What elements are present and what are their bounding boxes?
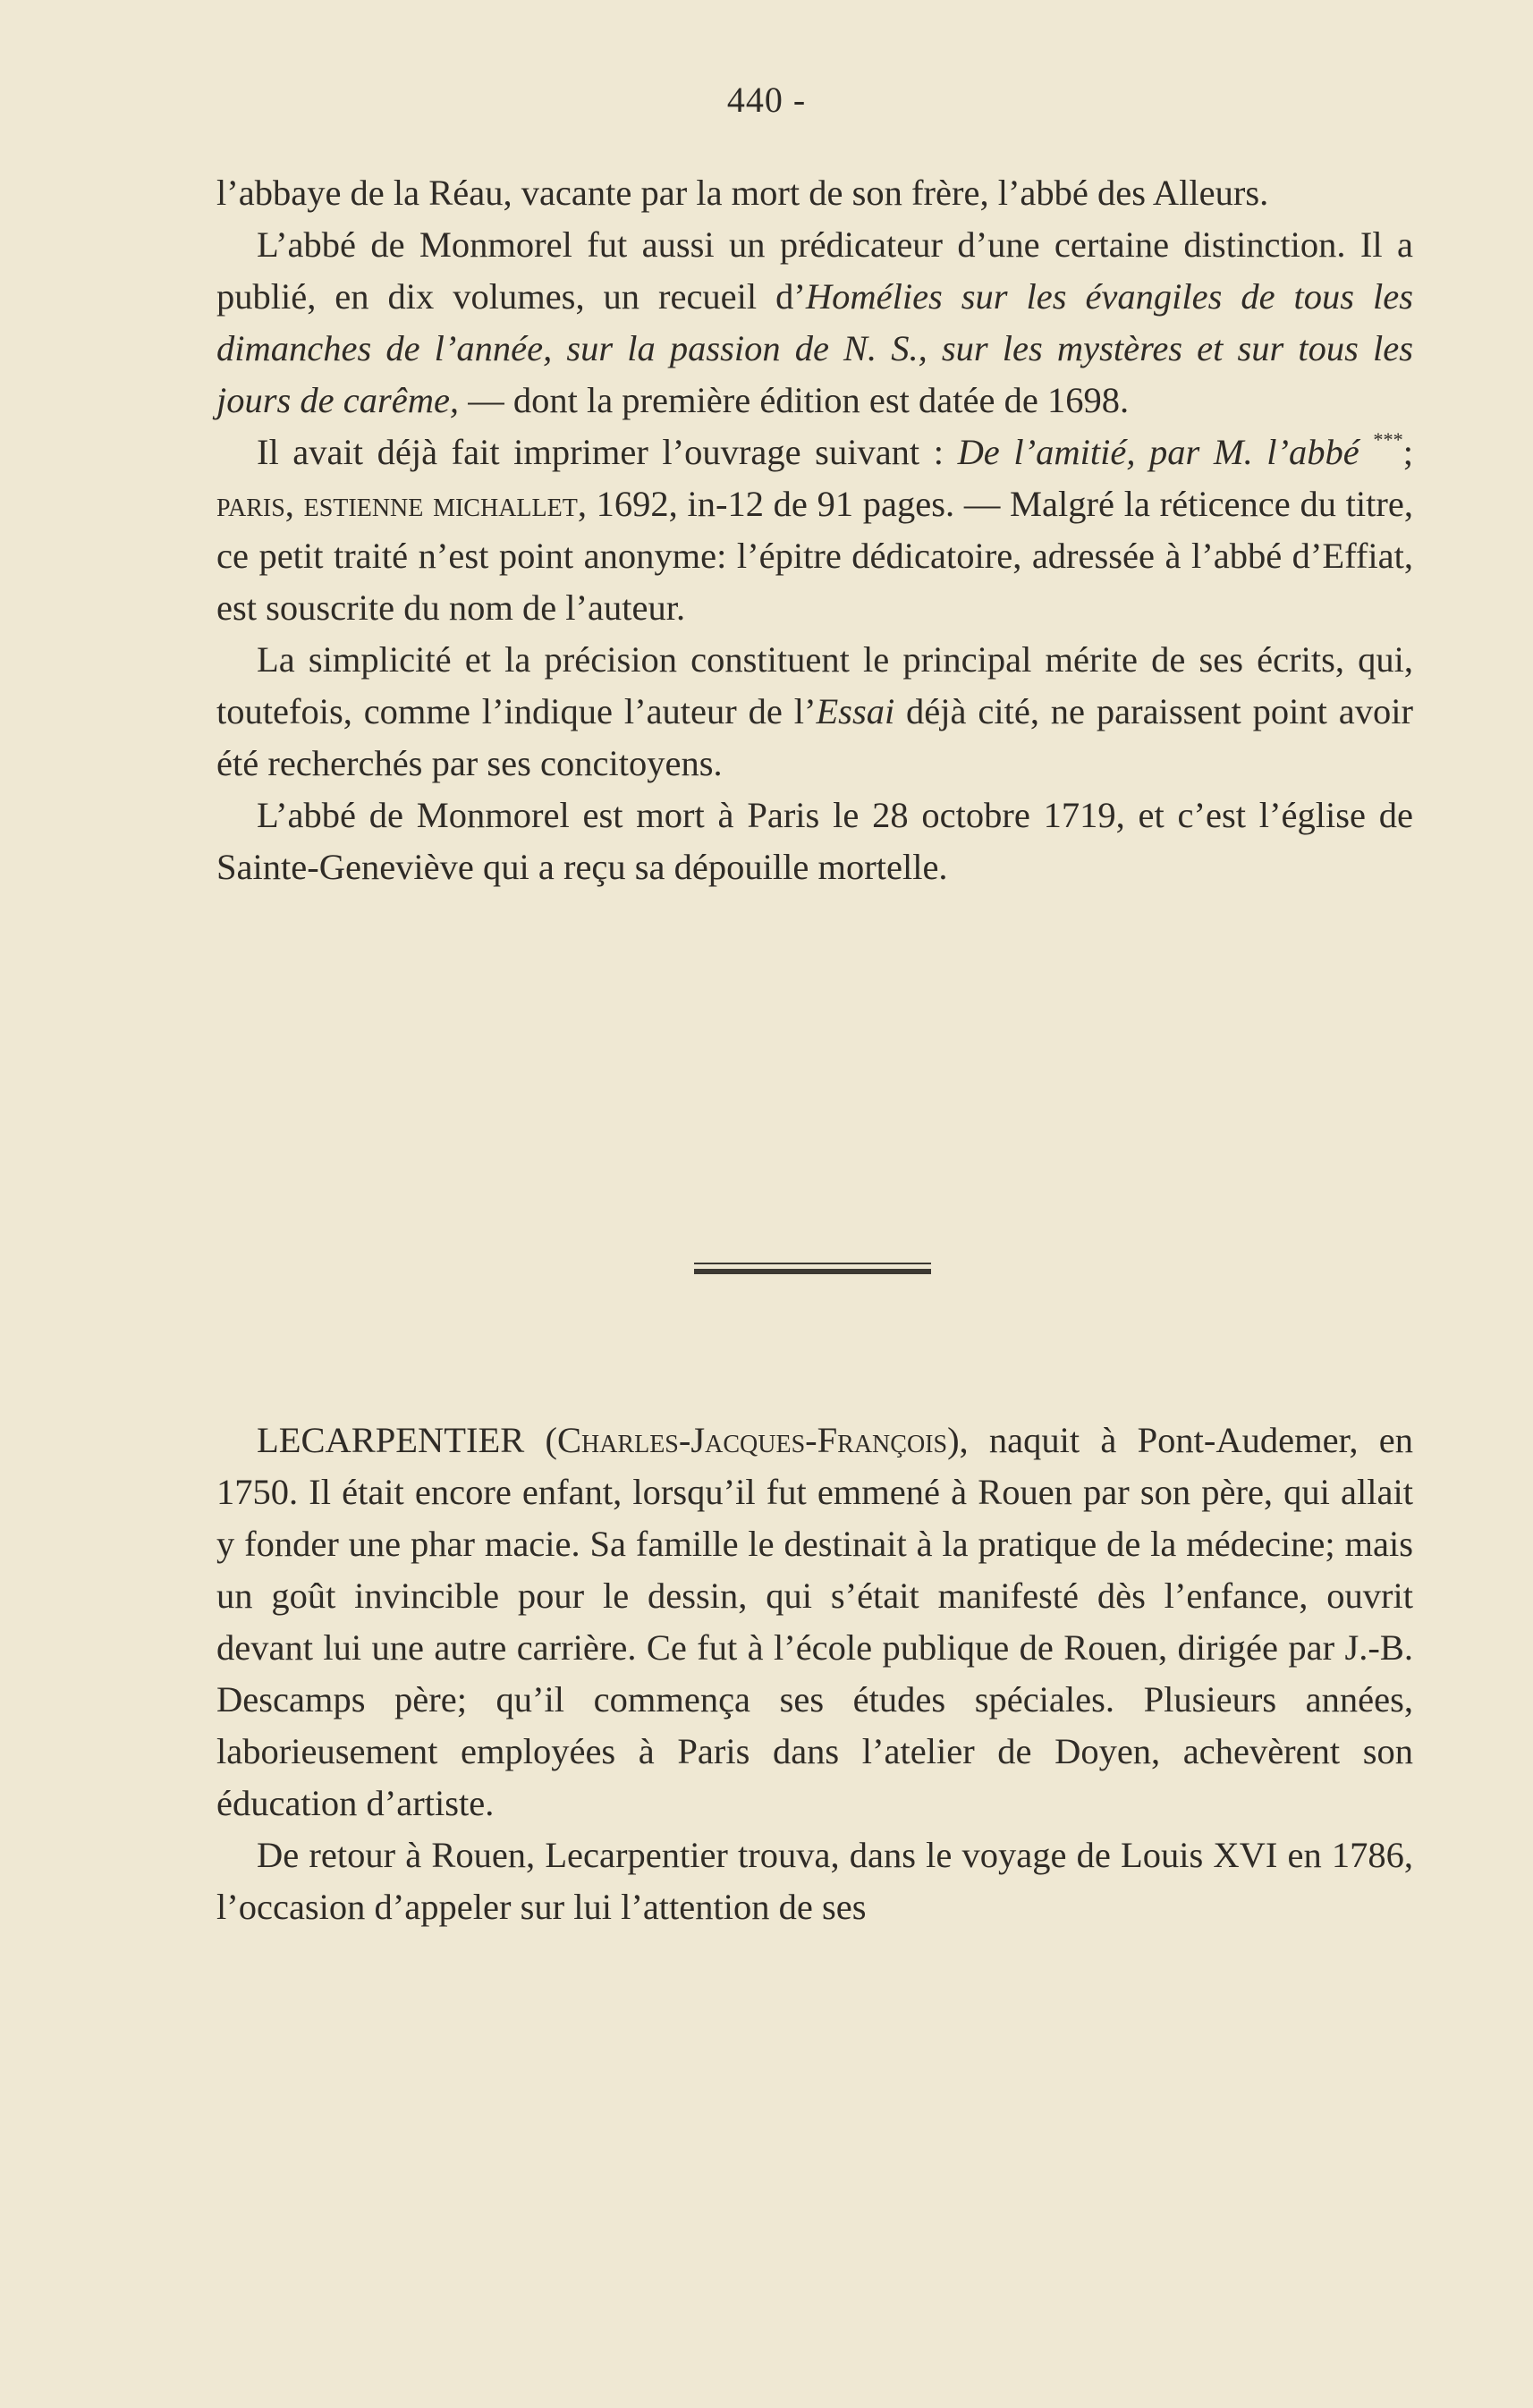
publisher-imprint: paris, estienne michallet,: [216, 484, 587, 524]
asterisks: ***: [1373, 427, 1403, 451]
section-monmorel: [216, 167, 1413, 893]
paragraph-4-tail: déjà cité, ne paraissent point avoir été recherchés par ses concitoyens.: [216, 691, 1413, 783]
paragraph-5: L’abbé de Monmorel est mort à Paris le 28 octobre 1719, et c’est l’église de Sainte-Geneviève qui a reçu sa dépouille mortelle.: [216, 795, 1413, 887]
essai-title: Essai: [816, 691, 895, 731]
paragraph-6: [216, 1415, 1413, 1829]
paragraph-3: [216, 427, 1413, 634]
paragraph-3-text: Il avait déjà fait imprimer l’ouvrage suivant :: [257, 432, 958, 472]
section-separator: [694, 1263, 931, 1275]
separator-thick-rule: [694, 1269, 931, 1274]
paragraph-4: [216, 634, 1413, 790]
page-number: 440 -: [726, 80, 807, 120]
paragraph-3-tail: 1692, in-12 de 91 pages. — Malgré la réticence du titre, ce petit traité n’est point anonyme: l’épitre dédicatoire, adressée à l’abbé d’Effiat, est souscrite du nom de l’auteur.: [216, 484, 1413, 628]
homelies-title: Homélies sur les évangiles de tous les dimanches de l’année, sur la passion de N. S., sur les mystères et sur tous les jours de carême,: [216, 276, 1413, 420]
paragraph-2: [216, 219, 1413, 427]
paragraph-6-text: naquit à Pont-Audemer, en 1750. Il était encore enfant, lorsqu’il fut emmené à Rouen par son père, qui allait y fonder une phar macie. Sa famille le destinait à la pratique de la médecine; mais un goût invincible pour le dessin, qui s’était manifesté dès l’enfance, ouvrit devant lui une autre carrière. Ce fut à l’école publique de Rouen, dirigée par J.-B. Descamps père; qu’il commença ses études spéciales. Plusieurs années, laborieusement employées à Paris dans l’atelier de Doyen, achevèrent son éducation d’artiste.: [216, 1420, 1413, 1823]
amitie-title: De l’amitié, par M. l’abbé: [957, 432, 1359, 472]
paragraph-2-tail: — dont la première édition est datée de 1698.: [459, 380, 1130, 420]
paragraph-2-text: L’abbé de Monmorel fut aussi un prédicateur d’une certaine distinction. Il a publié, en dix volumes, un recueil d’: [216, 224, 1413, 317]
paragraph-1: l’abbaye de la Réau, vacante par la mort de son frère, l’abbé des Alleurs.: [216, 173, 1269, 213]
section-lecarpentier: [216, 1415, 1413, 1933]
separator-thin-rule: [694, 1263, 931, 1264]
entry-name: LECARPENTIER: [257, 1420, 525, 1460]
paragraph-7: De retour à Rouen, Lecarpentier trouva, dans le voyage de Louis XVI en 1786, l’occasion d’appeler sur lui l’attention de ses: [216, 1835, 1413, 1927]
paragraph-4-text: La simplicité et la précision constituent le principal mérite de ses écrits, qui, toutefois, comme l’indique l’auteur de l’: [216, 639, 1413, 731]
semicolon: ;: [1402, 432, 1414, 472]
entry-given-names: (Charles-Jacques-François),: [545, 1420, 969, 1460]
